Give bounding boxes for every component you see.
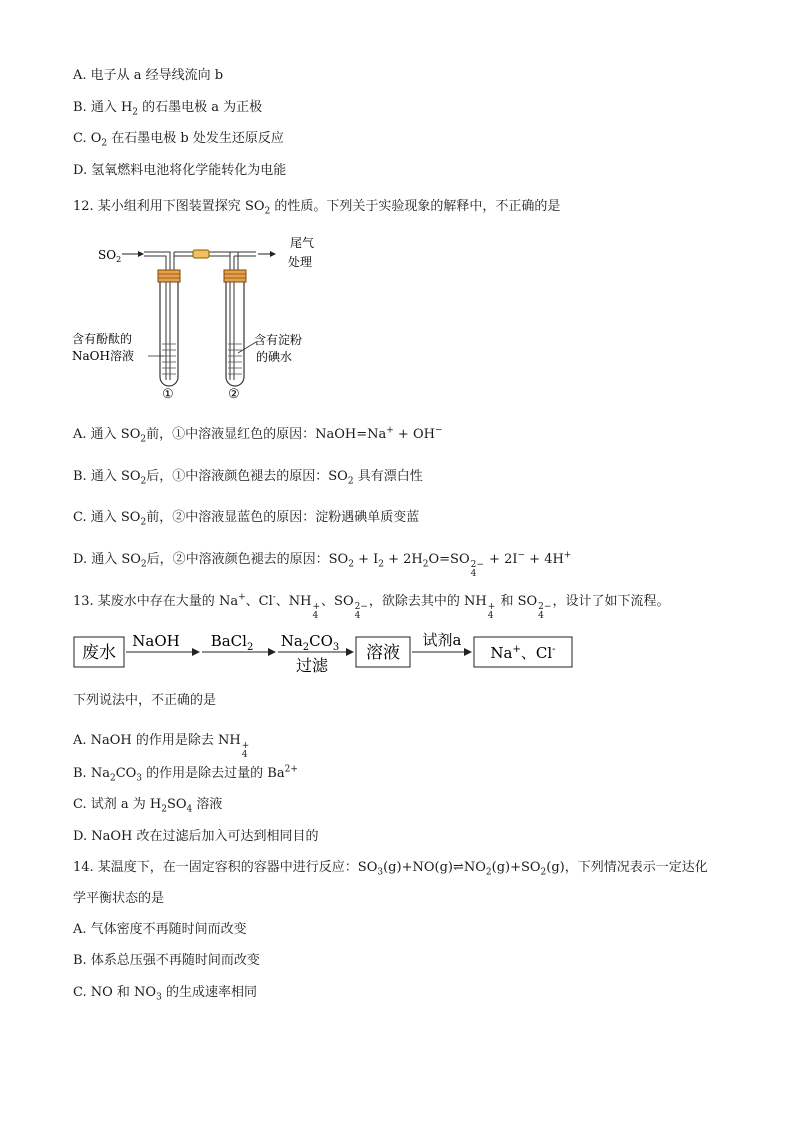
flow-arrow-4 [464, 648, 472, 656]
q11-option-a: A. 电子从 a 经导线流向 b [73, 68, 224, 83]
flow-reagent-bacl2: BaCl$_2$ [210, 632, 254, 653]
flow-reagent-a: 试剂a [422, 631, 462, 649]
q12-apparatus-diagram [70, 232, 350, 404]
tube2-label-2: 的碘水 [256, 350, 293, 364]
flow-box-solution-label: 溶液 [366, 643, 400, 663]
q11-option-c: C. $O_2$ 在石墨电极 b 处发生还原反应 [73, 131, 284, 149]
q12-option-b: B. 通入 $SO_2$后，①中溶液颜色褪去的原因：$SO_2$ 具有漂白性 [73, 469, 423, 487]
q12-option-d: D. 通入 $SO_2$后，②中溶液颜色褪去的原因：$SO_2 + I_2 + 2H_2O=SO$ 2− 4 + 2I− + 4H+ [73, 550, 572, 579]
flow-arrow-1 [192, 648, 200, 656]
flow-box-product-label: Na+、Cl- [490, 644, 556, 662]
flow-filter-label: 过滤 [295, 656, 329, 675]
solution-1-lines [162, 344, 176, 374]
flow-box-wastewater-label: 废水 [82, 643, 116, 663]
tube2-label-1: 含有淀粉 [254, 333, 303, 347]
tube1-label-1: 含有酚酞的 [72, 332, 133, 346]
q14-option-b: B. 体系总压强不再随时间而改变 [73, 953, 260, 968]
q13-option-b: B. $Na_2CO_3$ 的作用是除去过量的 $Ba^{2+}$ [73, 764, 298, 784]
test-tube-2 [226, 282, 244, 386]
q13-stem: 13. 某废水中存在大量的 Na+、Cl-、NH + 4 、SO 2− 4 ，欲除去其中的 NH + 4 和 SO 2− 4 ，设计了如下流程。 [73, 592, 670, 621]
q14-stem-line-1: 14. 某温度下，在一固定容积的容器中进行反应：$SO_3(g)+NO(g)\rightleftharpoons NO_2(g)+SO_2(g)$，下列情况表示一定达化 [73, 860, 708, 878]
q13-option-a: A. NaOH 的作用是除去 NH + 4 [73, 733, 250, 760]
q12-option-c: C. 通入 $SO_2$前，②中溶液显蓝色的原因：淀粉遇碘单质变蓝 [73, 510, 420, 528]
inlet-arrow-head [138, 251, 144, 257]
q13-flow-diagram [72, 626, 577, 676]
q14-option-c: C. NO 和 $NO_3$ 的生成速率相同 [73, 985, 257, 1003]
q11-option-b: B. 通入 $H_2$ 的石墨电极 a 为正极 [73, 100, 263, 118]
q13-ask: 下列说法中，不正确的是 [73, 693, 217, 708]
outlet-arrow-head [270, 251, 276, 257]
stopper-1 [158, 270, 180, 282]
test-tube-1 [160, 282, 178, 386]
flow-reagent-na2co3: $Na_2CO_3$ [280, 632, 340, 653]
q14-stem-line-2: 学平衡状态的是 [73, 891, 165, 906]
flow-arrow-3 [346, 648, 354, 656]
outlet-label-1: 尾气 [290, 236, 315, 250]
outlet-label-2: 处理 [288, 255, 313, 269]
tube2-number: ② [228, 387, 240, 402]
rubber-connector [193, 250, 209, 258]
q14-option-a: A. 气体密度不再随时间而改变 [73, 922, 247, 937]
tube1-number: ① [162, 387, 174, 402]
q12-option-a: A. 通入 $SO_2$前，①中溶液显红色的原因：NaOH=Na+ + OH− [73, 425, 443, 445]
tube1-label-2: NaOH溶液 [72, 349, 134, 363]
so2-inlet-label: $SO_2$ [98, 248, 122, 264]
stopper-2 [224, 270, 246, 282]
q13-option-d: D. NaOH 改在过滤后加入可达到相同目的 [73, 829, 319, 844]
q11-option-d: D. 氢氧燃料电池将化学能转化为电能 [73, 163, 287, 178]
q13-option-c: C. 试剂 a 为 $H_2SO_4$ 溶液 [73, 797, 223, 815]
flow-reagent-naoh: NaOH [132, 632, 180, 650]
flow-arrow-2 [268, 648, 276, 656]
q12-stem: 12. 某小组利用下图装置探究 $SO_2$ 的性质。下列关于实验现象的解释中，不正确的是 [73, 199, 561, 217]
